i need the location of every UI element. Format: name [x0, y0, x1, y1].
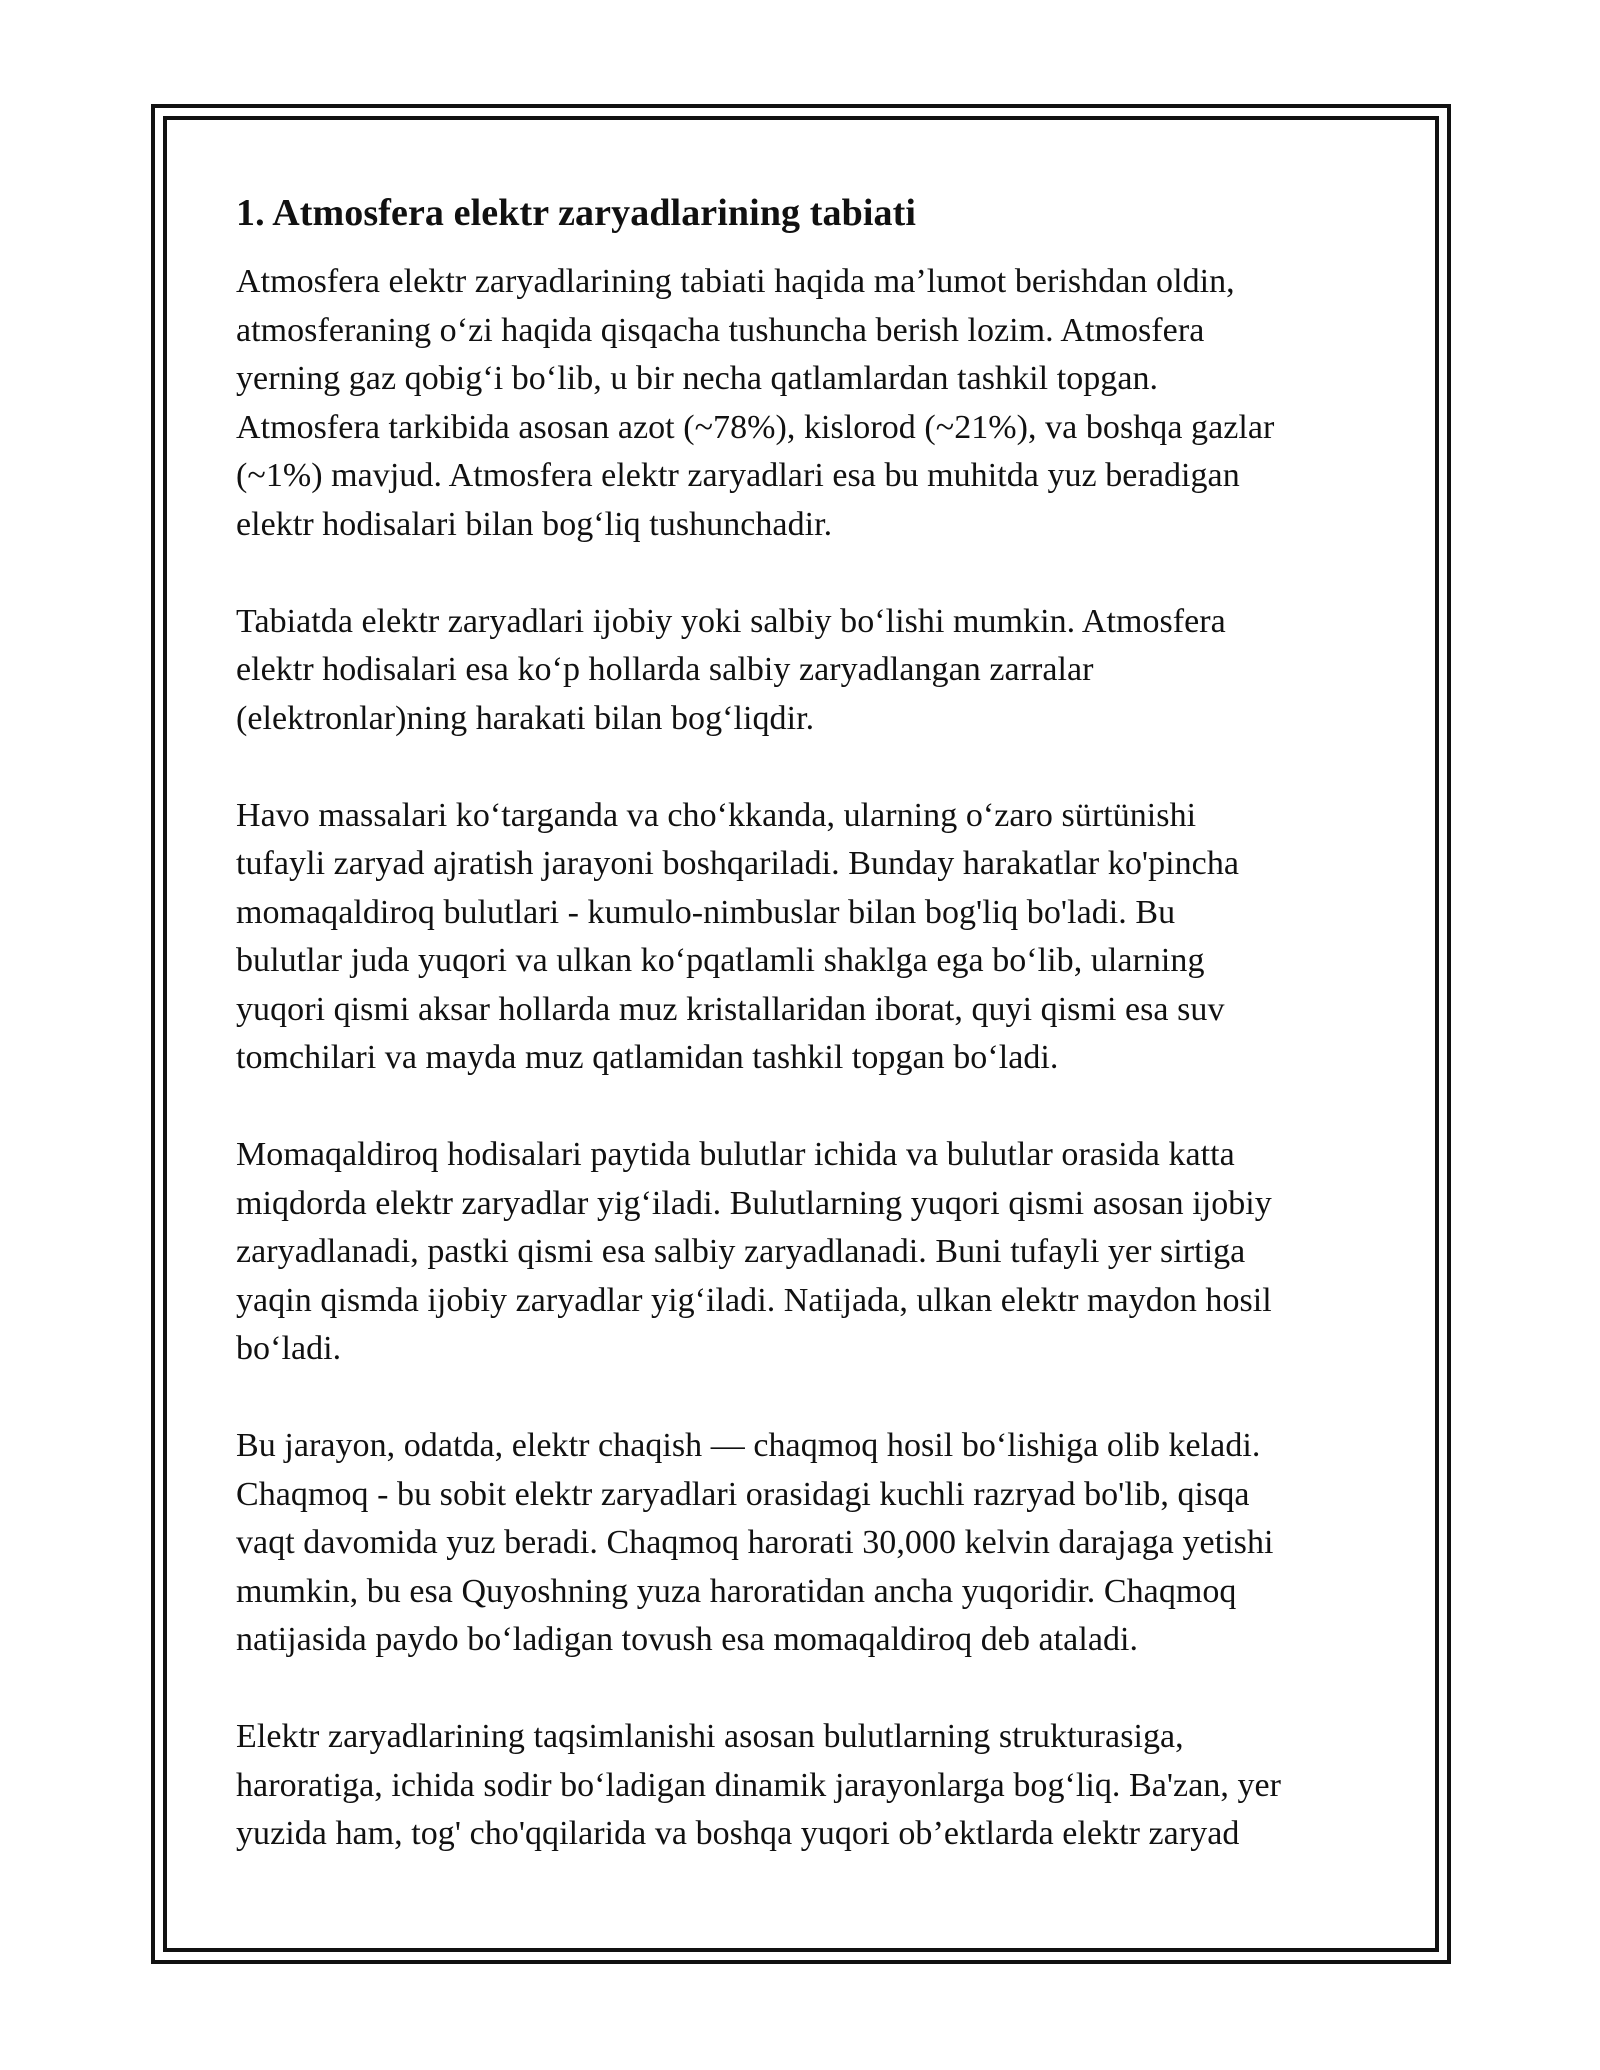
text-line: bulutlar juda yuqori va ulkan ko‘pqatlamli shaklga ega bo‘lib, ularning	[236, 942, 1205, 979]
section-heading: 1. Atmosfera elektr zaryadlarining tabiati	[236, 192, 917, 234]
document-body	[236, 190, 1366, 1907]
paragraph-4	[236, 1131, 1366, 1374]
text-line: momaqaldiroq bulutlari - kumulo-nimbuslar bilan bog'liq bo'ladi. Bu	[236, 893, 1176, 931]
text-line: (elektronlar)ning harakati bilan bog‘liqdir.	[236, 699, 815, 737]
text-line: bo‘ladi.	[236, 1330, 342, 1367]
text-line: Atmosfera tarkibida asosan azot (~78%), kislorod (~21%), va boshqa gazlar	[236, 408, 1275, 446]
text-line: Chaqmoq - bu sobit elektr zaryadlari orasidagi kuchli razryad bo'lib, qisqa	[236, 1475, 1250, 1513]
text-line: tufayli zaryad ajratish jarayoni boshqariladi. Bunday harakatlar ko'pincha	[236, 845, 1240, 882]
text-line: yuzida ham, tog' cho'qqilarida va boshqa yuqori ob’ektlarda elektr zaryad	[236, 1815, 1240, 1852]
paragraph-5	[236, 1422, 1366, 1665]
text-line: miqdorda elektr zaryadlar yig‘iladi. Bulutlarning yuqori qismi asosan ijobiy	[236, 1184, 1272, 1222]
text-line: Bu jarayon, odatda, elektr chaqish — chaqmoq hosil bo‘lishiga olib keladi.	[236, 1427, 1261, 1464]
text-line: Tabiatda elektr zaryadlari ijobiy yoki salbiy bo‘lishi mumkin. Atmosfera	[236, 602, 1226, 640]
text-line: Atmosfera elektr zaryadlarining tabiati haqida ma’lumot berishdan oldin,	[236, 263, 1235, 300]
text-line: Elektr zaryadlarining taqsimlanishi asosan bulutlarning strukturasiga,	[236, 1718, 1184, 1755]
text-line: tomchilari va mayda muz qatlamidan tashkil topgan bo‘ladi.	[236, 1039, 1059, 1076]
text-line: haroratiga, ichida sodir bo‘ladigan dinamik jarayonlarga bog‘liq. Ba'zan, yer	[236, 1766, 1282, 1804]
text-line: natijasida paydo bo‘ladigan tovush esa momaqaldiroq deb ataladi.	[236, 1621, 1139, 1658]
text-line: yuqori qismi aksar hollarda muz kristallaridan iborat, quyi qismi esa suv	[236, 990, 1225, 1028]
paragraph-3	[236, 792, 1366, 1083]
text-line: vaqt davomida yuz beradi. Chaqmoq harorati 30,000 kelvin darajaga yetishi	[236, 1524, 1274, 1561]
text-line: yaqin qismda ijobiy zaryadlar yig‘iladi. Natijada, ulkan elektr maydon hosil	[236, 1281, 1272, 1319]
text-line: elektr hodisalari bilan bog‘liq tushunchadir.	[236, 505, 833, 543]
paragraph-6	[236, 1713, 1366, 1859]
text-line: zaryadlanadi, pastki qismi esa salbiy zaryadlanadi. Buni tufayli yer sirtiga	[236, 1233, 1246, 1270]
text-line: elektr hodisalari esa ko‘p hollarda salbiy zaryadlangan zarralar	[236, 651, 1094, 688]
paragraph-2	[236, 598, 1366, 744]
text-line: mumkin, bu esa Quyoshning yuza haroratidan ancha yuqoridir. Chaqmoq	[236, 1572, 1237, 1610]
text-line: atmosferaning o‘zi haqida qisqacha tushuncha berish lozim. Atmosfera	[236, 311, 1205, 349]
text-line: Havo massalari ko‘targanda va cho‘kkanda, ularning o‘zaro sürtünishi	[236, 796, 1197, 834]
text-line: yerning gaz qobig‘i bo‘lib, u bir necha qatlamlardan tashkil topgan.	[236, 360, 1159, 397]
text-line: Momaqaldiroq hodisalari paytida bulutlar ichida va bulutlar orasida katta	[236, 1136, 1235, 1173]
text-line: (~1%) mavjud. Atmosfera elektr zaryadlari esa bu muhitda yuz beradigan	[236, 457, 1240, 494]
paragraph-1	[236, 258, 1366, 549]
